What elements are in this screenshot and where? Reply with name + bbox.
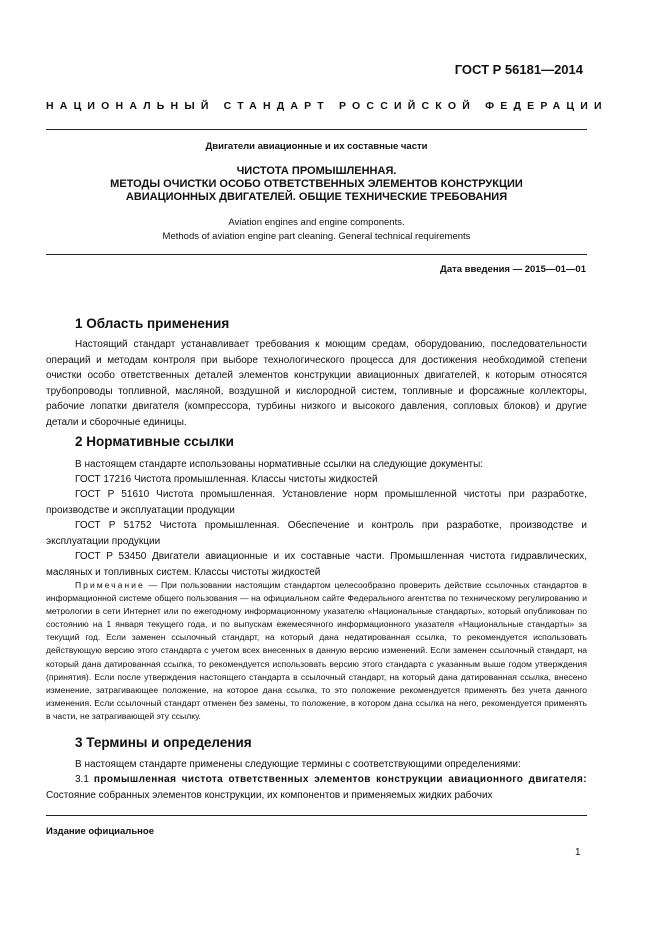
section-1-text: Настоящий стандарт устанавливает требования к моющим средам, оборудованию, последовательности операций и методам контроля при выборе технологического процесса для достижения необходимой степени очистки особо ответственных деталей элементов конструкции авиационных двигателей, к которым относятся трубопроводы топливной, масляной, воздушной и кислородной систем, топливные и форсажные коллекторы, рабочие лопатки двигателя (компрессора, турбины низкого и высокого давления, сопловых блоков) и другие детали и сборочные единицы.: [46, 339, 587, 428]
introduction-date: Дата введения — 2015—01—01: [440, 264, 586, 275]
footer-divider: [46, 815, 587, 816]
section-3-intro: В настоящем стандарте применены следующие термины с соответствующими определениями:: [75, 759, 521, 770]
official-edition-label: Издание официальное: [46, 826, 154, 837]
reference-4: ГОСТ Р 53450 Двигатели авиационные и их составные части. Промышленная чистота гидравлических, масляных и топливных систем. Классы чистоты жидкостей: [46, 551, 587, 578]
english-title-line-1: Aviation engines and engine components.: [228, 217, 405, 228]
reference-3: ГОСТ Р 51752 Чистота промышленная. Обеспечение и контроль при разработке, производстве и эксплуатации продукции: [46, 520, 587, 547]
note-label: Примечание: [75, 580, 145, 590]
section-3-heading: 3 Термины и определения: [75, 735, 252, 750]
title-divider: [46, 254, 587, 255]
english-title: [46, 216, 587, 243]
english-title-line-2: Methods of aviation engine part cleaning. General technical requirements: [162, 230, 471, 242]
reference-2: ГОСТ Р 51610 Чистота промышленная. Установление норм промышленной чистоты при разработке, производстве и эксплуатации продукции: [46, 489, 587, 516]
document-subtitle: Двигатели авиационные и их составные части: [205, 141, 428, 152]
term-number: 3.1: [75, 774, 94, 785]
note-text: — При пользовании настоящим стандартом целесообразно проверить действие ссылочных стандартов в информационной системе общего пользования — на официальном сайте Федерального агентства по техническому регулированию и метрологии в сети Интернет или по ежегодному информационному указателю «Национальные стандарты», который опубликован по состоянию на 1 января текущего года, и по выпускам ежемесячного информационного указателя «Национальные стандарты» за текущий год. Если заменен ссылочный стандарт, на который дана недатированная ссылка, то рекомендуется использовать действующую версию этого стандарта с учетом всех внесенных в данную версию изменений. Если заменен ссылочный стандарт, на который дана датированная ссылка, то рекомендуется использовать версию этого стандарта с указанным выше годом утверждения (принятия). Если после утверждения настоящего стандарта в ссылочный стандарт, на который дана датированная ссылка, внесено изменение, затрагивающее положение, на которое дана ссылка, то это положение рекомендуется применять без учета данного изменения. Если ссылочный стандарт отменен без замены, то положение, в котором дана ссылка на него, рекомендуется применять в части, не затрагивающей эту ссылку.: [46, 580, 587, 721]
national-standard-banner: НАЦИОНАЛЬНЫЙ СТАНДАРТ РОССИЙСКОЙ ФЕДЕРАЦИИ: [46, 100, 608, 112]
reference-1: ГОСТ 17216 Чистота промышленная. Классы чистоты жидкостей: [75, 474, 378, 485]
page-number: 1: [575, 847, 581, 858]
term-definition: Состояние собранных элементов конструкции, их компонентов и применяемых жидких рабочих: [46, 789, 493, 801]
term-3-1: [46, 772, 587, 803]
title-line-1: ЧИСТОТА ПРОМЫШЛЕННАЯ.: [236, 165, 397, 177]
title-line-2: МЕТОДЫ ОЧИСТКИ ОСОБО ОТВЕТСТВЕННЫХ ЭЛЕМЕНТОВ КОНСТРУКЦИИ: [110, 178, 523, 190]
section-2-note: [46, 579, 587, 723]
section-2-intro: В настоящем стандарте использованы нормативные ссылки на следующие документы:: [75, 459, 484, 470]
section-2-heading: 2 Нормативные ссылки: [75, 434, 234, 449]
standard-number: ГОСТ Р 56181—2014: [454, 62, 583, 77]
top-divider: [46, 129, 587, 130]
term-name: промышленная чистота ответственных элементов конструкции авиационного двигателя:: [93, 774, 587, 785]
document-title: [46, 165, 587, 204]
title-line-3: АВИАЦИОННЫХ ДВИГАТЕЛЕЙ. ОБЩИЕ ТЕХНИЧЕСКИЕ ТРЕБОВАНИЯ: [125, 191, 508, 203]
section-1-heading: 1 Область применения: [75, 316, 230, 331]
